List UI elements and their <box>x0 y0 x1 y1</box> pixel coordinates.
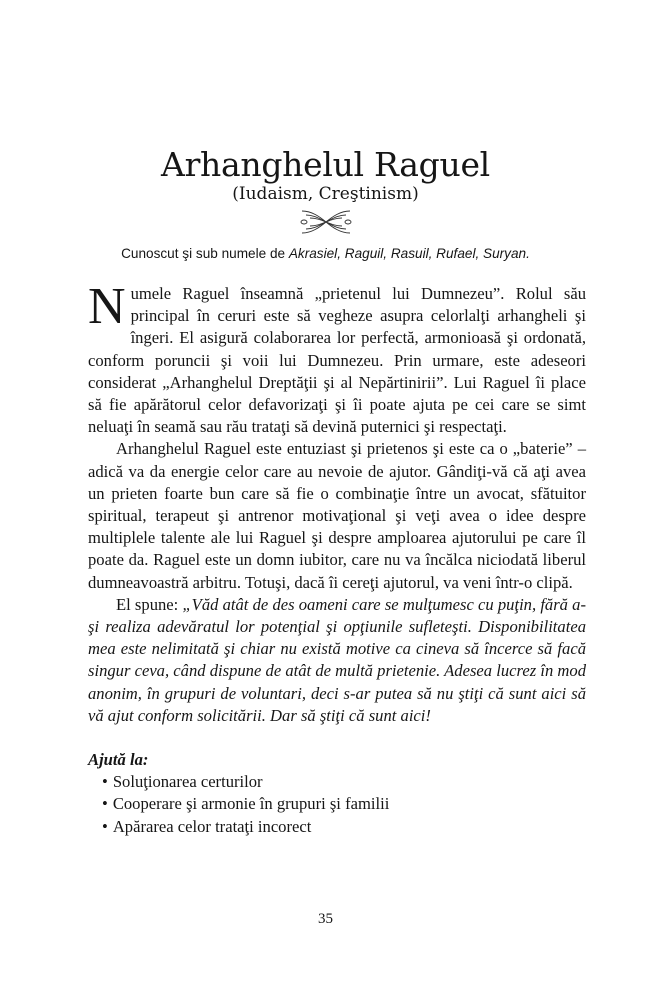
list-item: • Soluţionarea certurilor <box>102 771 586 793</box>
page-subtitle: (Iudaism, Creştinism) <box>232 184 419 204</box>
list-item: • Apărarea celor trataţi incorect <box>102 816 586 838</box>
ornament-flourish-icon <box>298 207 354 237</box>
also-known-as-line <box>0 245 651 263</box>
paragraph-3 <box>88 594 586 727</box>
quote-lead: El spune: <box>116 594 183 614</box>
page-title: Arhanghelul Raguel <box>161 145 490 184</box>
aka-prefix: Cunoscut şi sub numele de <box>121 246 289 261</box>
page-number: 35 <box>318 911 333 927</box>
paragraph-2: Arhanghelul Raguel este entuziast şi prietenos şi este ca o „baterie” – adică va da energie celor care au nevoie de ajutor. Gândiţi-vă că aţi avea un prieten foarte bun care să fie o combinaţie între un avocat, sfătuitor spiritual, terapeut şi antrenor motivaţional şi veţi avea o idee despre multiplele talente ale lui Raguel şi despre amploarea ajutorului pe care îl poate da. Raguel este un domn iubitor, care nu va încălca niciodată liberul dumneavoastră arbitru. Totuşi, dacă îi cereţi ajutorul, va veni într-o clipă. <box>88 439 586 592</box>
drop-cap: N <box>88 278 126 335</box>
paragraph-1-text: umele Raguel înseamnă „prietenul lui Dumnezeu”. Rolul său principal în ceruri este să vegheze asupra celorlalţi arhangheli şi îngeri. El asigură colaborarea lor perfectă, armonioasă şi ordonată, conform poruncii şi voii lui Dumnezeu. Prin urmare, este adeseori considerat „Arhanghelul Dreptăţii şi al Nepărtinirii”. Lui Raguel îi place să fie apărătorul celor defavorizaţi şi îi poate ajuta pe cei care se simt neluaţi în seamă sau rău trataţi să devină puternici şi respectaţi. <box>88 284 586 437</box>
quote-text: „Văd atât de des oameni care se mulţumesc cu puţin, fără a-şi realiza adevăratul lor potenţial şi opţiunile sufleteşti. Disponibilitatea mea este nelimitată şi chiar nu există motive ca cineva să încerce să facă singur ceva, când dispune de atât de multă prietenie. Adesea lucrez în mod anonim, în grupuri de voluntari, deci s-ar putea să nu ştiţi că sunt aici să vă ajut conform solicitării. Dar să ştiţi că sunt aici! <box>88 594 586 725</box>
aka-names: Akrasiel, Raguil, Rasuil, Rufael, Suryan. <box>288 246 530 261</box>
helps-heading: Ajută la: <box>88 750 149 770</box>
paragraph-1 <box>88 278 586 438</box>
list-item: • Cooperare şi armonie în grupuri şi familii <box>102 793 586 815</box>
main-text <box>88 278 586 838</box>
helps-list <box>88 771 586 838</box>
